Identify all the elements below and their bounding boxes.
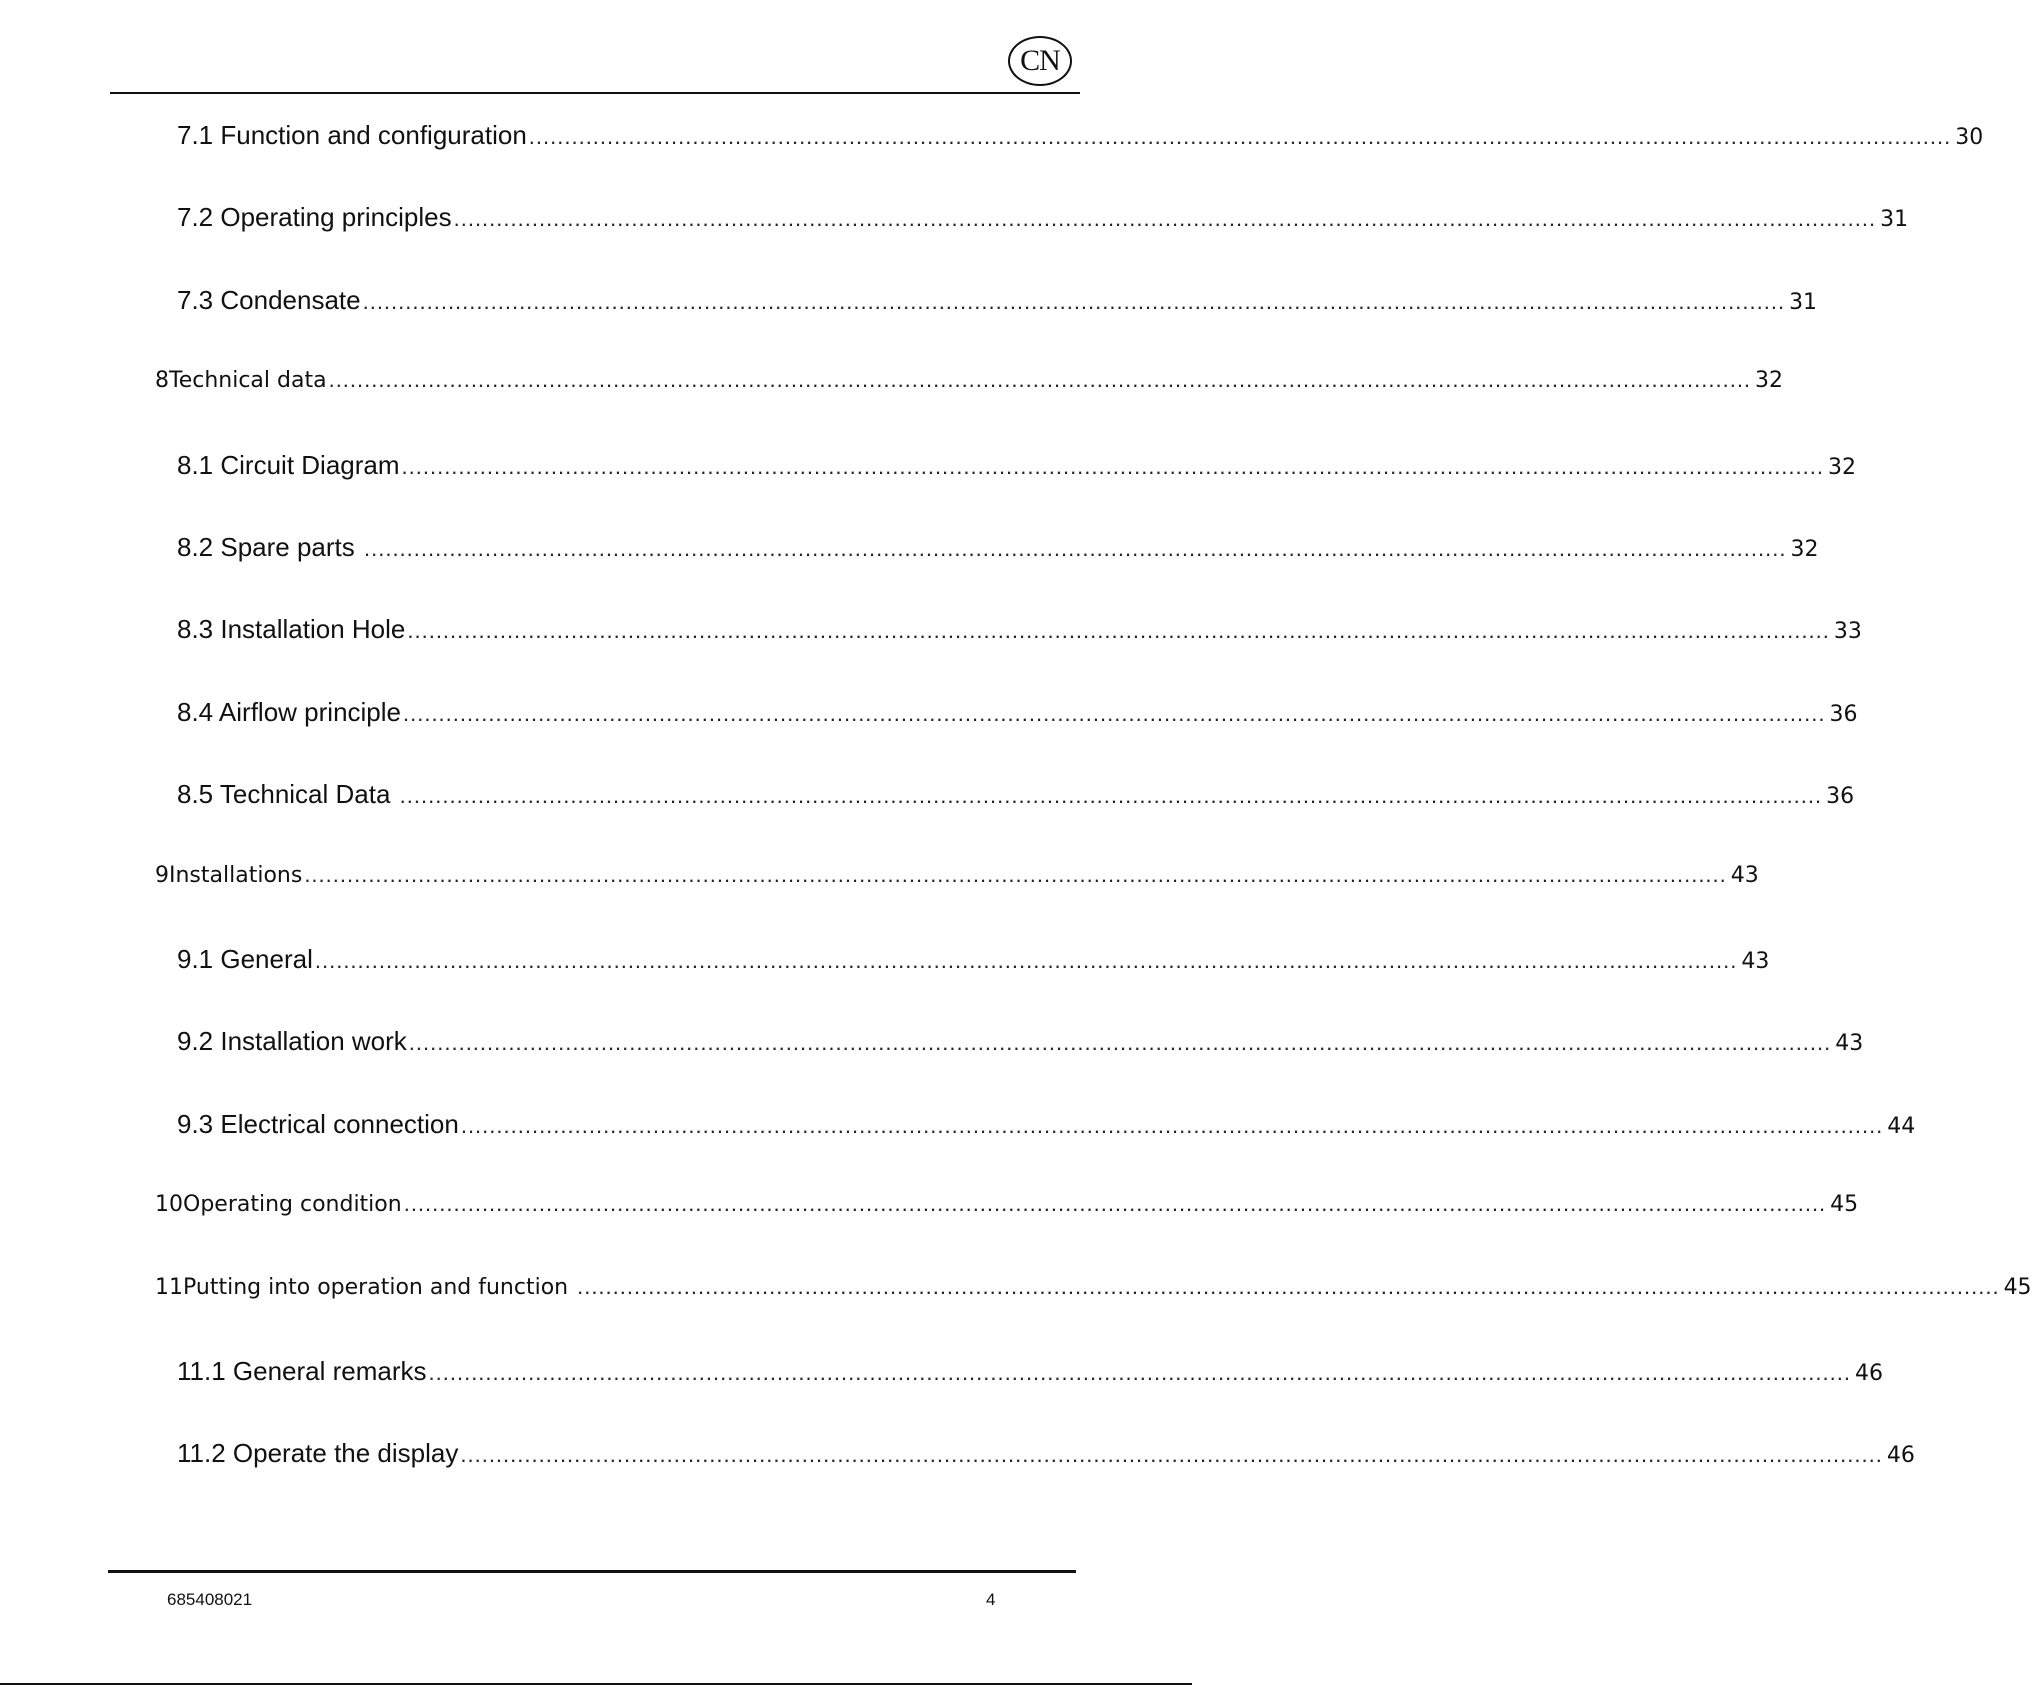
toc-entry-title: 8.1 Circuit Diagram bbox=[177, 449, 400, 480]
toc-entry-page: 43 bbox=[1741, 949, 1770, 974]
toc-entry-page: 36 bbox=[1826, 784, 1855, 810]
toc-dot-leader: ........................................................................................................................................................................................................ bbox=[528, 124, 1952, 149]
toc-entry-page: 44 bbox=[1887, 1113, 1916, 1139]
toc-entry-number: 11 bbox=[155, 1274, 183, 1300]
toc-entry[interactable] bbox=[177, 120, 1984, 160]
toc-dot-leader: ........................................................................................................................................................................................................ bbox=[460, 1442, 1883, 1468]
toc-entry[interactable] bbox=[177, 202, 1909, 242]
toc-entry-title: 8.4 Airflow principle bbox=[177, 696, 401, 727]
toc-entry-page: 32 bbox=[1755, 368, 1784, 394]
toc-entry-number: 10 bbox=[155, 1192, 183, 1218]
toc-entry-title: 7.3 Condensate bbox=[177, 284, 361, 315]
toc-dot-leader: ........................................................................................................................................................................................................ bbox=[453, 206, 1877, 232]
toc-dot-leader: ........................................................................................................................................................................................................ bbox=[364, 536, 1787, 561]
toc-entry[interactable] bbox=[177, 779, 1855, 819]
toc-entry-number: 9 bbox=[155, 862, 169, 888]
toc-entry-title: 9.1 General bbox=[177, 944, 313, 974]
toc-entry[interactable] bbox=[177, 614, 1862, 654]
toc-entry-page: 43 bbox=[1835, 1031, 1864, 1057]
toc-dot-leader: ........................................................................................................................................................................................................ bbox=[408, 1030, 1832, 1056]
toc-entry-title: 8.5 Technical Data bbox=[177, 779, 398, 810]
toc-entry[interactable] bbox=[177, 1108, 1916, 1149]
toc-entry-title: 11.2 Operate the display bbox=[177, 1438, 459, 1469]
toc-entry-title: 8.2 Spare parts bbox=[177, 532, 362, 562]
toc-entry-page: 45 bbox=[1830, 1192, 1859, 1218]
page-number: 4 bbox=[986, 1590, 996, 1609]
toc-entry-page: 46 bbox=[1854, 1361, 1883, 1386]
toc-entry-page: 31 bbox=[1880, 207, 1909, 233]
toc-entry[interactable] bbox=[177, 1356, 1883, 1396]
toc-entry-page: 30 bbox=[1955, 125, 1984, 150]
toc-entry[interactable] bbox=[155, 1191, 1859, 1231]
toc-entry[interactable] bbox=[177, 284, 1818, 325]
toc-entry[interactable] bbox=[155, 367, 1784, 407]
toc-dot-leader: ........................................................................................................................................................................................................ bbox=[460, 1112, 1884, 1138]
toc-entry[interactable] bbox=[177, 1026, 1864, 1066]
toc-dot-leader: ........................................................................................................................................................................................................ bbox=[403, 1191, 1827, 1217]
toc-entry[interactable] bbox=[155, 861, 1759, 902]
toc-entry[interactable] bbox=[177, 1438, 1915, 1478]
toc-entry-page: 36 bbox=[1829, 701, 1858, 727]
toc-entry-title: Installations bbox=[169, 862, 303, 888]
toc-entry-page: 32 bbox=[1827, 454, 1856, 480]
toc-dot-leader: ........................................................................................................................................................................................................ bbox=[328, 367, 1752, 393]
toc-entry-title: 9.3 Electrical connection bbox=[177, 1108, 459, 1139]
toc-entry-title: 11.1 General remarks bbox=[177, 1356, 427, 1386]
toc-entry-page: 45 bbox=[2003, 1274, 2032, 1300]
toc-entry-page: 46 bbox=[1886, 1443, 1915, 1469]
footer-rule bbox=[108, 1570, 1076, 1573]
header-rule bbox=[110, 92, 1080, 94]
toc-dot-leader: ........................................................................................................................................................................................................ bbox=[399, 783, 1823, 809]
toc-entry-title: Technical data bbox=[169, 368, 327, 394]
toc-entry-title: 8.3 Installation Hole bbox=[177, 614, 406, 645]
toc-entry[interactable] bbox=[177, 449, 1856, 490]
toc-dot-leader: ........................................................................................................................................................................................................ bbox=[428, 1360, 1851, 1385]
toc-entry-title: Operating condition bbox=[183, 1192, 402, 1218]
toc-dot-leader: ........................................................................................................................................................................................................ bbox=[407, 618, 1830, 644]
toc-dot-leader: ........................................................................................................................................................................................................ bbox=[401, 453, 1824, 479]
toc-dot-leader: ........................................................................................................................................................................................................ bbox=[577, 1273, 2000, 1299]
toc-entry-number: 8 bbox=[155, 368, 169, 394]
toc-entry[interactable] bbox=[177, 696, 1858, 737]
toc-dot-leader: ........................................................................................................................................................................................................ bbox=[314, 948, 1738, 973]
header-logo: CN bbox=[1008, 36, 1072, 86]
document-number: 685408021 bbox=[167, 1590, 253, 1609]
toc-entry[interactable] bbox=[155, 1273, 2032, 1314]
toc-entry-title: 9.2 Installation work bbox=[177, 1026, 407, 1057]
toc-entry[interactable] bbox=[177, 532, 1819, 572]
toc-dot-leader: ........................................................................................................................................................................................................ bbox=[362, 288, 1786, 314]
toc-entry[interactable] bbox=[177, 944, 1770, 984]
toc-entry-title: 7.2 Operating principles bbox=[177, 202, 452, 233]
toc-entry-title: 7.1 Function and configuration bbox=[177, 120, 527, 150]
toc-dot-leader: ........................................................................................................................................................................................................ bbox=[304, 861, 1727, 887]
toc-dot-leader: ........................................................................................................................................................................................................ bbox=[403, 700, 1826, 726]
toc-entry-title: Putting into operation and function bbox=[183, 1274, 576, 1300]
toc-entry-page: 33 bbox=[1833, 619, 1862, 645]
toc-entry-page: 43 bbox=[1730, 862, 1759, 888]
toc-entry-page: 32 bbox=[1790, 537, 1819, 562]
toc-entry-page: 31 bbox=[1789, 289, 1818, 315]
